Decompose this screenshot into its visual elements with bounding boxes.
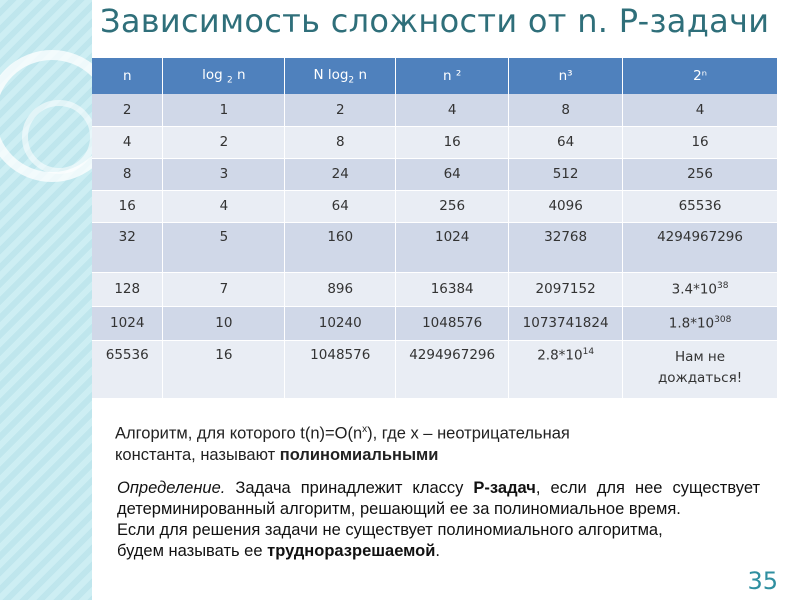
table-cell: $3.4*10^{38}$ bbox=[623, 272, 778, 306]
table-cell: 4 bbox=[92, 126, 163, 158]
hard-problem-paragraph: Если для решения задачи не существует полиномиального алгоритма, будем называть ее трудноразрешаемой. bbox=[117, 521, 663, 560]
table-cell: 8 bbox=[92, 158, 163, 190]
col-header-2-pow-n: 2ⁿ bbox=[623, 58, 778, 94]
table-cell: 1024 bbox=[92, 306, 163, 340]
table-cell: 2 bbox=[285, 94, 396, 126]
table-cell: 896 bbox=[285, 272, 396, 306]
table-cell: Нам не дождаться! bbox=[623, 340, 778, 398]
definition-paragraph: Определение. Задача принадлежит классу P-задач, если для нее существует детерминированный алгоритм, решающий ее за полиномиальное время. bbox=[117, 479, 760, 518]
table-cell: 16 bbox=[623, 126, 778, 158]
table-row bbox=[92, 306, 778, 340]
table-cell: 16384 bbox=[396, 272, 509, 306]
table-cell: $2.8*10^{14}$ bbox=[509, 340, 623, 398]
table-cell: 64 bbox=[285, 190, 396, 222]
table-cell: 4 bbox=[623, 94, 778, 126]
table-row bbox=[92, 190, 778, 222]
table-cell: 64 bbox=[396, 158, 509, 190]
table-cell: 10240 bbox=[285, 306, 396, 340]
table-cell: 3 bbox=[163, 158, 285, 190]
table-cell: 1048576 bbox=[285, 340, 396, 398]
table-cell: 16 bbox=[163, 340, 285, 398]
polynomial-definition-text: Алгоритм, для которого $t(n)=O(n^x)$, где x – неотрицательная константа, называют полиномиальными bbox=[115, 424, 570, 464]
table-cell: 1048576 bbox=[396, 306, 509, 340]
table-cell: 32 bbox=[92, 222, 163, 272]
table-cell: 24 bbox=[285, 158, 396, 190]
table-row bbox=[92, 94, 778, 126]
table-cell: 7 bbox=[163, 272, 285, 306]
table-cell: 256 bbox=[623, 158, 778, 190]
table-row bbox=[92, 222, 778, 272]
table-cell: 2097152 bbox=[509, 272, 623, 306]
table-row bbox=[92, 158, 778, 190]
table-cell: 2 bbox=[92, 94, 163, 126]
table-row bbox=[92, 272, 778, 306]
table-cell: 1024 bbox=[396, 222, 509, 272]
table-cell: 64 bbox=[509, 126, 623, 158]
table-cell: 8 bbox=[285, 126, 396, 158]
table-cell: 4294967296 bbox=[396, 340, 509, 398]
table-cell: 65536 bbox=[92, 340, 163, 398]
col-header-n-cubed: n³ bbox=[509, 58, 623, 94]
table-cell: 16 bbox=[92, 190, 163, 222]
table-cell: $1.8*10^{308}$ bbox=[623, 306, 778, 340]
table-cell: 5 bbox=[163, 222, 285, 272]
col-header-nlog2n: N $\log_2 n$ bbox=[285, 58, 396, 94]
decorative-ring-small-icon bbox=[22, 100, 96, 174]
table-cell: 16 bbox=[396, 126, 509, 158]
table-cell: 4294967296 bbox=[623, 222, 778, 272]
table-cell: 4 bbox=[396, 94, 509, 126]
table-cell: 32768 bbox=[509, 222, 623, 272]
table-cell: 65536 bbox=[623, 190, 778, 222]
col-header-n: n bbox=[92, 58, 163, 94]
table-cell: 10 bbox=[163, 306, 285, 340]
p-class-definition-text bbox=[117, 478, 760, 562]
table-row bbox=[92, 126, 778, 158]
complexity-table bbox=[92, 58, 778, 399]
table-cell: 1073741824 bbox=[509, 306, 623, 340]
page-number: 35 bbox=[747, 567, 778, 595]
table-cell: 4 bbox=[163, 190, 285, 222]
table-cell: 1 bbox=[163, 94, 285, 126]
table-row bbox=[92, 340, 778, 398]
table-cell: 256 bbox=[396, 190, 509, 222]
table-cell: 512 bbox=[509, 158, 623, 190]
table-header-row bbox=[92, 58, 778, 94]
col-header-n-squared: n ² bbox=[396, 58, 509, 94]
slide-title: Зависимость сложности от n. P-задачи bbox=[100, 2, 770, 40]
table-cell: 2 bbox=[163, 126, 285, 158]
table-cell: 8 bbox=[509, 94, 623, 126]
col-header-log2n: log $_2$ n bbox=[163, 58, 285, 94]
table-cell: 4096 bbox=[509, 190, 623, 222]
table-cell: 128 bbox=[92, 272, 163, 306]
table-cell: 160 bbox=[285, 222, 396, 272]
